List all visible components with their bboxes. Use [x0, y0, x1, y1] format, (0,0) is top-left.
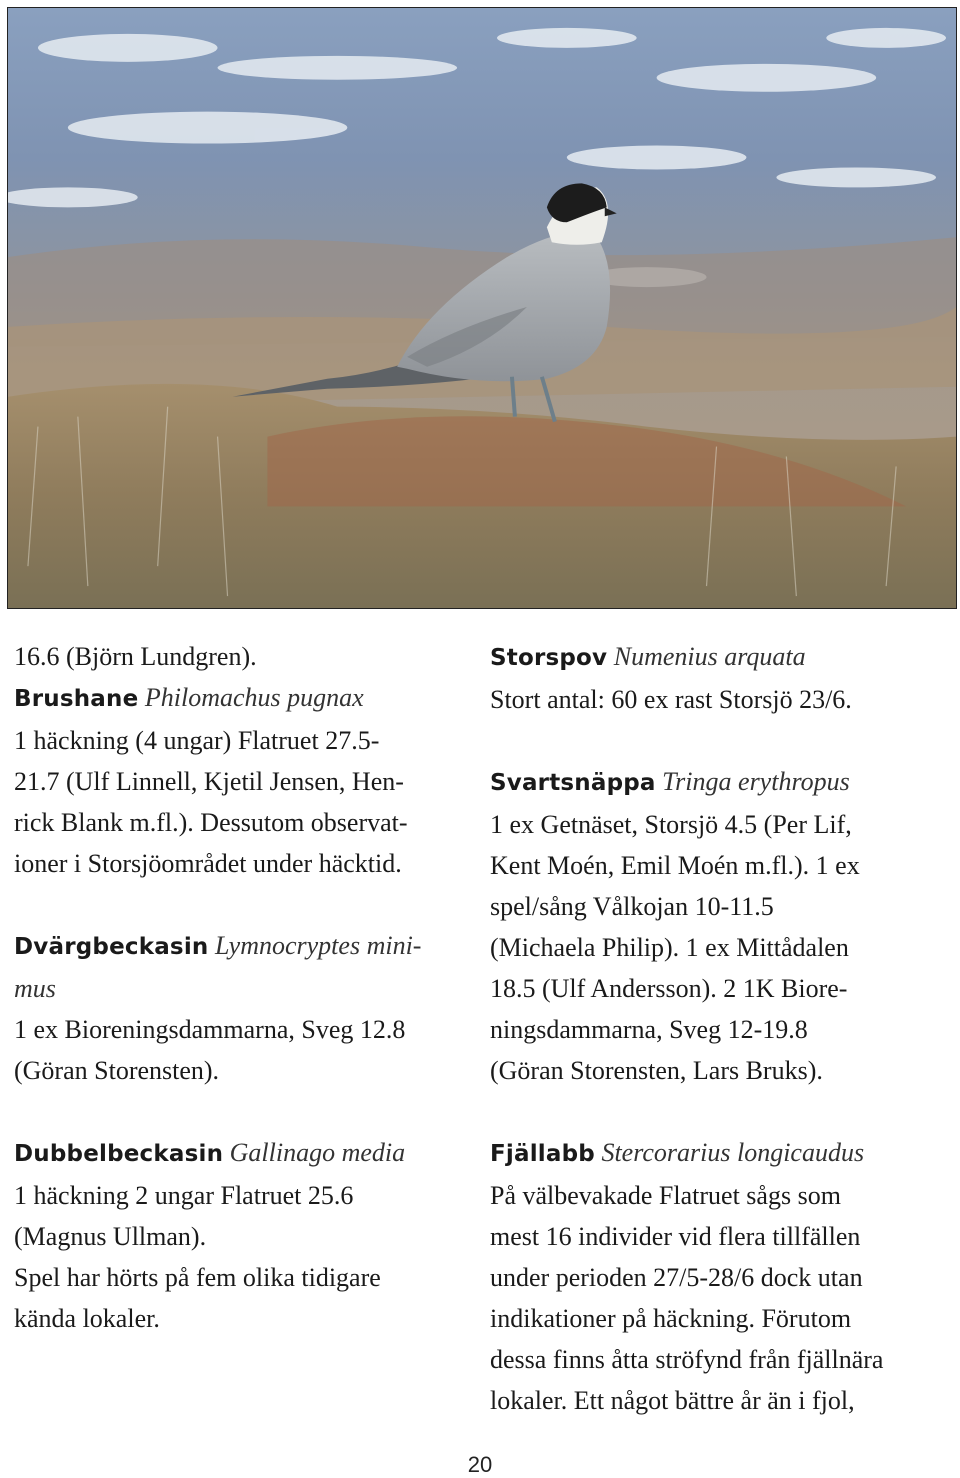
entry-line: 1 ex Bioreningsdammarna, Sveg 12.8	[14, 1015, 406, 1044]
species-entry-storspov	[490, 636, 952, 720]
entry-line: lokaler. Ett något bättre år än i fjol,	[490, 1386, 855, 1415]
species-entry-brushane	[14, 677, 464, 884]
continuation-text: 16.6 (Björn Lundgren).	[14, 642, 257, 671]
species-heading	[14, 677, 464, 720]
entry-line: dessa finns åtta ströfynd från fjällnära	[490, 1345, 884, 1374]
species-entry-dubbelbeckasin	[14, 1132, 464, 1339]
species-heading	[490, 636, 952, 679]
species-heading	[14, 1132, 464, 1175]
species-name: Dvärgbeckasin	[14, 934, 209, 960]
entry-line: (Göran Storensten, Lars Bruks).	[490, 1056, 823, 1085]
bird-photo	[7, 7, 957, 609]
entry-line: 1 ex Getnäset, Storsjö 4.5 (Per Lif,	[490, 810, 852, 839]
species-name: Dubbelbeckasin	[14, 1141, 224, 1167]
scientific-name: Lymnocryptes mini-	[214, 931, 422, 960]
entry-line: under perioden 27/5-28/6 dock utan	[490, 1263, 863, 1292]
species-name: Storspov	[490, 645, 608, 671]
species-entry-fjallabb	[490, 1132, 952, 1421]
entry-line: spel/sång Vålkojan 10-11.5	[490, 892, 774, 921]
left-column	[14, 636, 464, 1380]
entry-line: (Michaela Philip). 1 ex Mittådalen	[490, 933, 849, 962]
entry-line: (Magnus Ullman).	[14, 1222, 207, 1251]
entry-line: rick Blank m.fl.). Dessutom observat-	[14, 808, 408, 837]
species-entry-dvargbeckasin	[14, 925, 464, 1091]
entry-line: kända lokaler.	[14, 1304, 160, 1333]
scientific-name-cont: mus	[14, 974, 56, 1003]
right-column	[490, 636, 952, 1421]
entry-line: 18.5 (Ulf Andersson). 2 1K Biore-	[490, 974, 848, 1003]
entry-line: Spel har hörts på fem olika tidigare	[14, 1263, 381, 1292]
page-number: 20	[467, 1452, 493, 1477]
entry-line: indikationer på häckning. Förutom	[490, 1304, 852, 1333]
entry-line: 21.7 (Ulf Linnell, Kjetil Jensen, Hen-	[14, 767, 404, 796]
entry-line: ningsdammarna, Sveg 12-19.8	[490, 1015, 808, 1044]
entry-line: mest 16 individer vid flera tillfällen	[490, 1222, 861, 1251]
species-entry-svartsnappa	[490, 761, 952, 1091]
entry-line: 1 häckning (4 ungar) Flatruet 27.5-	[14, 726, 380, 755]
species-heading	[490, 761, 952, 804]
species-name: Brushane	[14, 686, 139, 712]
scientific-name: Tringa erythropus	[662, 767, 850, 796]
entry-line: Stort antal: 60 ex rast Storsjö 23/6.	[490, 685, 852, 714]
long-tailed-skua-photo-icon	[8, 8, 956, 608]
scientific-name: Numenius arquata	[613, 642, 806, 671]
entry-line: 1 häckning 2 ungar Flatruet 25.6	[14, 1181, 354, 1210]
scientific-name: Gallinago media	[229, 1138, 406, 1167]
species-name: Svartsnäppa	[490, 770, 656, 796]
scientific-name: Stercorarius longicaudus	[601, 1138, 865, 1167]
entry-line: På välbevakade Flatruet sågs som	[490, 1181, 841, 1210]
scientific-name: Philomachus pugnax	[144, 683, 364, 712]
species-heading	[14, 925, 464, 968]
entry-line: ioner i Storsjöområdet under häcktid.	[14, 849, 402, 878]
species-name: Fjällabb	[490, 1141, 595, 1167]
species-heading	[490, 1132, 952, 1175]
entry-line: Kent Moén, Emil Moén m.fl.). 1 ex	[490, 851, 860, 880]
entry-line: (Göran Storensten).	[14, 1056, 220, 1085]
